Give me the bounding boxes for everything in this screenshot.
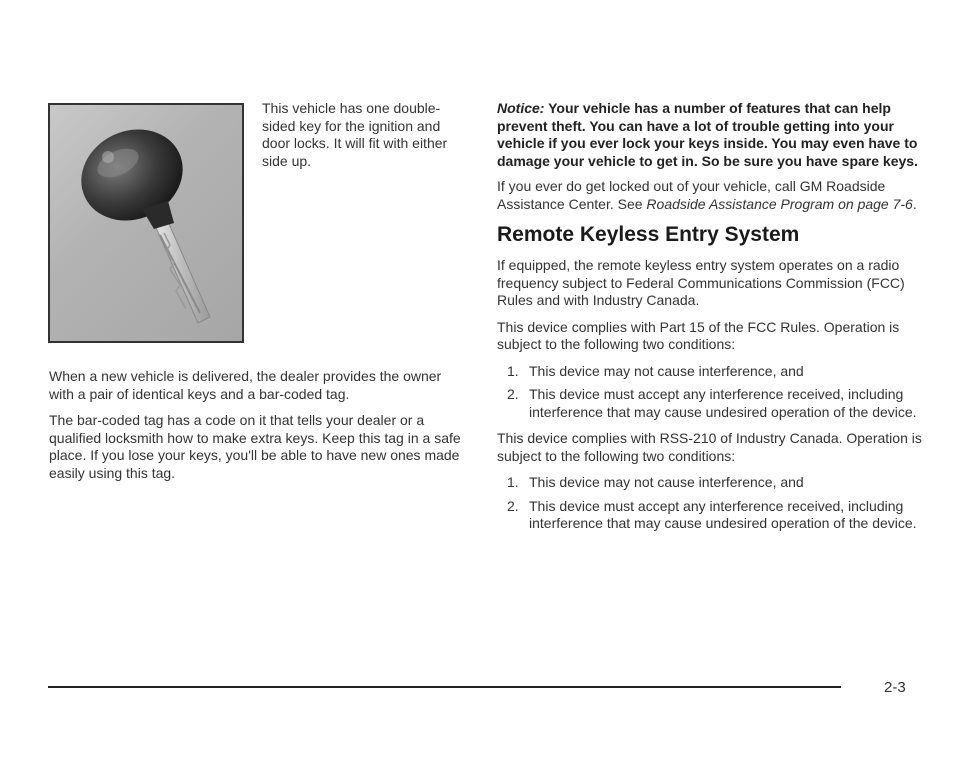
key-image xyxy=(48,103,244,343)
locked-out-text: If you ever do get locked out of your vehicle, call GM Roadside Assistance Center. See xyxy=(497,178,886,212)
list-number: 1. xyxy=(507,362,519,379)
fcc-paragraph: This device complies with Part 15 of the FCC Rules. Operation is subject to the following two conditions: xyxy=(497,318,900,352)
right-column xyxy=(497,100,922,542)
page-number: 2-3 xyxy=(884,679,906,696)
locked-out-paragraph xyxy=(497,178,922,213)
list-number: 2. xyxy=(507,497,519,514)
rss-conditions-list xyxy=(497,474,922,533)
section-heading: Remote Keyless Entry System xyxy=(497,223,800,246)
delivery-paragraph: When a new vehicle is delivered, the dealer provides the owner with a pair of identical keys and a bar-coded tag. xyxy=(49,368,442,402)
list-item xyxy=(497,498,922,533)
list-number: 1. xyxy=(507,474,519,490)
key-caption: This vehicle has one double-sided key for the ignition and door locks. It will fit with either side up. xyxy=(262,100,448,169)
locked-out-end: . xyxy=(912,195,917,212)
list-number: 2. xyxy=(507,386,519,402)
footer-divider xyxy=(48,686,841,688)
notice-label: Notice: xyxy=(497,100,545,116)
list-item xyxy=(497,474,922,492)
list-text: This device may not cause interference, and xyxy=(529,474,804,490)
list-text: This device may not cause interference, and xyxy=(529,362,804,379)
notice-text: Your vehicle has a number of features that can help prevent theft. You can have a lot of trouble getting into your vehicle if you ever lock your keys inside. You may even have to damage your vehicle to get in. So be sure you have spare keys. xyxy=(497,100,918,169)
list-text: This device must accept any interference received, including interference that may cause undesired operation of the device. xyxy=(529,497,917,531)
notice-paragraph xyxy=(497,100,922,170)
rss-paragraph: This device complies with RSS-210 of Industry Canada. Operation is subject to the following two conditions: xyxy=(497,430,922,464)
list-text: This device must accept any interference received, including interference that may cause undesired operation of the device. xyxy=(529,386,917,420)
list-item xyxy=(497,363,922,381)
rke-intro-paragraph: If equipped, the remote keyless entry system operates on a radio frequency subject to Federal Communications Commission (FCC) Rules and with Industry Canada. xyxy=(497,257,905,308)
left-column xyxy=(49,368,469,491)
roadside-reference-link[interactable]: Roadside Assistance Program on page 7-6 xyxy=(646,195,913,212)
list-item xyxy=(497,386,922,421)
fcc-conditions-list xyxy=(497,363,922,422)
bar-code-paragraph: The bar-coded tag has a code on it that tells your dealer or a qualified locksmith how to make extra keys. Keep this tag in a safe place. If you lose your keys, you'll be able to have new ones made easily using this tag. xyxy=(49,412,461,481)
key-icon xyxy=(50,105,242,341)
